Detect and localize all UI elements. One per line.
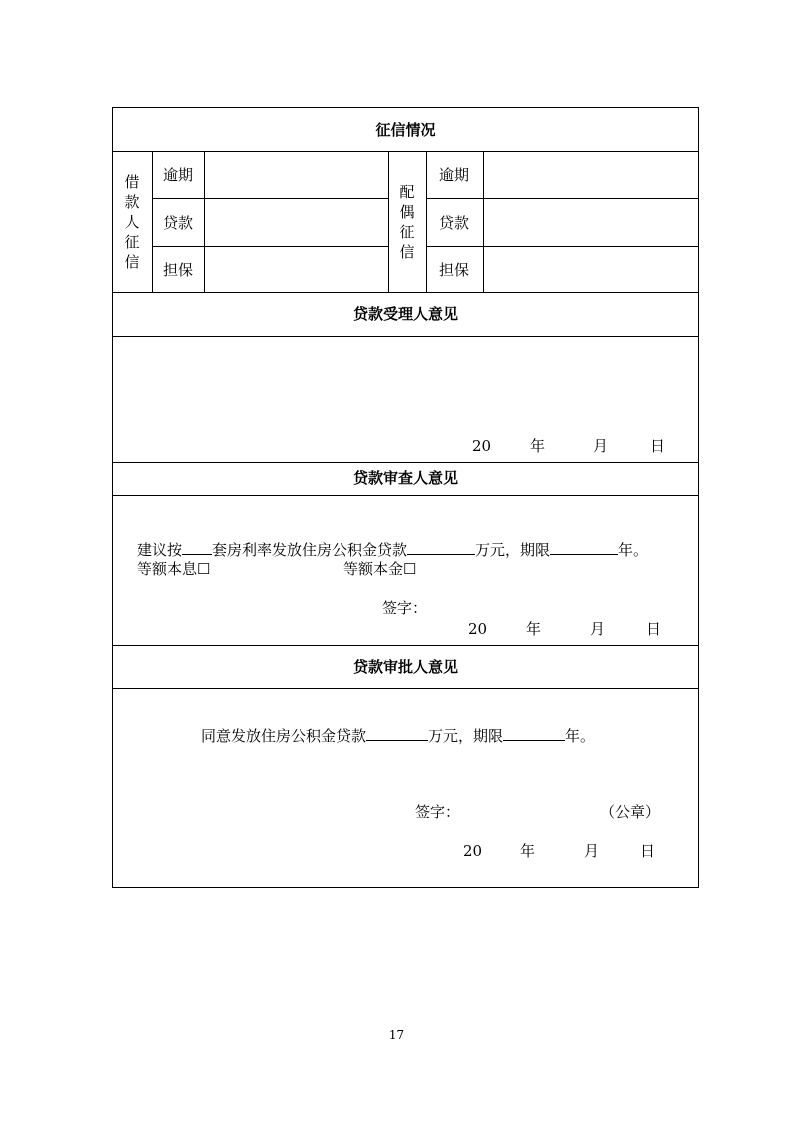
approver-approval-line bbox=[201, 726, 595, 745]
amount-blank[interactable] bbox=[407, 540, 475, 555]
term-blank[interactable] bbox=[550, 540, 618, 555]
spouse-credit-label: 配偶征信 bbox=[399, 183, 415, 261]
reviewer-text-d: 年。 bbox=[618, 541, 649, 559]
borrower-credit-label: 借款人征信 bbox=[124, 173, 140, 271]
equal-installment-checkbox[interactable]: ☐ bbox=[197, 560, 211, 578]
reviewer-text-c: 万元，期限 bbox=[475, 541, 551, 559]
acceptor-date-year-prefix: 20 bbox=[472, 437, 492, 455]
divider bbox=[152, 151, 153, 292]
reviewer-header: 贷款审查人意见 bbox=[352, 469, 458, 487]
approver-date-year-prefix: 20 bbox=[463, 842, 483, 860]
divider bbox=[152, 246, 388, 247]
divider bbox=[112, 688, 699, 689]
acceptor-date-day: 日 bbox=[650, 437, 666, 455]
credit-header: 征信情况 bbox=[375, 121, 436, 139]
reviewer-date-year-prefix: 20 bbox=[468, 620, 488, 638]
borrower-guarantee-label: 担保 bbox=[163, 261, 194, 279]
approved-amount-blank[interactable] bbox=[366, 726, 428, 741]
reviewer-text-b: 套房利率发放住房公积金贷款 bbox=[212, 541, 408, 559]
acceptor-date-year: 年 bbox=[530, 437, 546, 455]
borrower-overdue-label: 逾期 bbox=[163, 166, 194, 184]
approver-date-month: 月 bbox=[584, 842, 600, 860]
spouse-loan-label: 贷款 bbox=[439, 214, 470, 232]
reviewer-date-year: 年 bbox=[526, 620, 542, 638]
divider bbox=[483, 151, 484, 292]
divider bbox=[112, 292, 699, 293]
option-equal-installment[interactable] bbox=[137, 560, 210, 578]
approved-term-blank[interactable] bbox=[503, 726, 565, 741]
divider bbox=[112, 495, 699, 496]
approver-text-a: 同意发放住房公积金贷款 bbox=[201, 727, 367, 745]
reviewer-date-month: 月 bbox=[590, 620, 606, 638]
divider bbox=[426, 151, 427, 292]
divider bbox=[426, 246, 699, 247]
approver-seal-label: （公章） bbox=[600, 803, 661, 821]
divider bbox=[152, 198, 388, 199]
borrower-loan-label: 贷款 bbox=[163, 214, 194, 232]
acceptor-date-month: 月 bbox=[593, 437, 609, 455]
spouse-overdue-label: 逾期 bbox=[439, 166, 470, 184]
equal-principal-checkbox[interactable]: ☐ bbox=[403, 560, 417, 578]
divider bbox=[426, 198, 699, 199]
option-equal-installment-label: 等额本息 bbox=[137, 560, 198, 578]
spouse-guarantee-label: 担保 bbox=[439, 261, 470, 279]
page-number: 17 bbox=[388, 1028, 405, 1042]
divider bbox=[388, 151, 389, 292]
acceptor-header: 贷款受理人意见 bbox=[352, 305, 458, 323]
divider bbox=[112, 151, 699, 152]
approver-date-day: 日 bbox=[640, 842, 656, 860]
divider bbox=[204, 151, 205, 292]
option-equal-principal[interactable] bbox=[343, 560, 416, 578]
reviewer-recommendation-line bbox=[137, 540, 648, 559]
approver-header: 贷款审批人意见 bbox=[352, 658, 458, 676]
reviewer-sign-label: 签字： bbox=[382, 599, 428, 617]
housing-count-blank[interactable] bbox=[182, 540, 212, 555]
approver-text-c: 年。 bbox=[565, 727, 596, 745]
option-equal-principal-label: 等额本金 bbox=[343, 560, 404, 578]
divider bbox=[112, 645, 699, 646]
approver-text-b: 万元，期限 bbox=[428, 727, 504, 745]
divider bbox=[112, 462, 699, 463]
approver-sign-label: 签字： bbox=[415, 803, 461, 821]
reviewer-date-day: 日 bbox=[646, 620, 662, 638]
reviewer-text-a: 建议按 bbox=[137, 541, 183, 559]
divider bbox=[112, 336, 699, 337]
approver-date-year: 年 bbox=[520, 842, 536, 860]
